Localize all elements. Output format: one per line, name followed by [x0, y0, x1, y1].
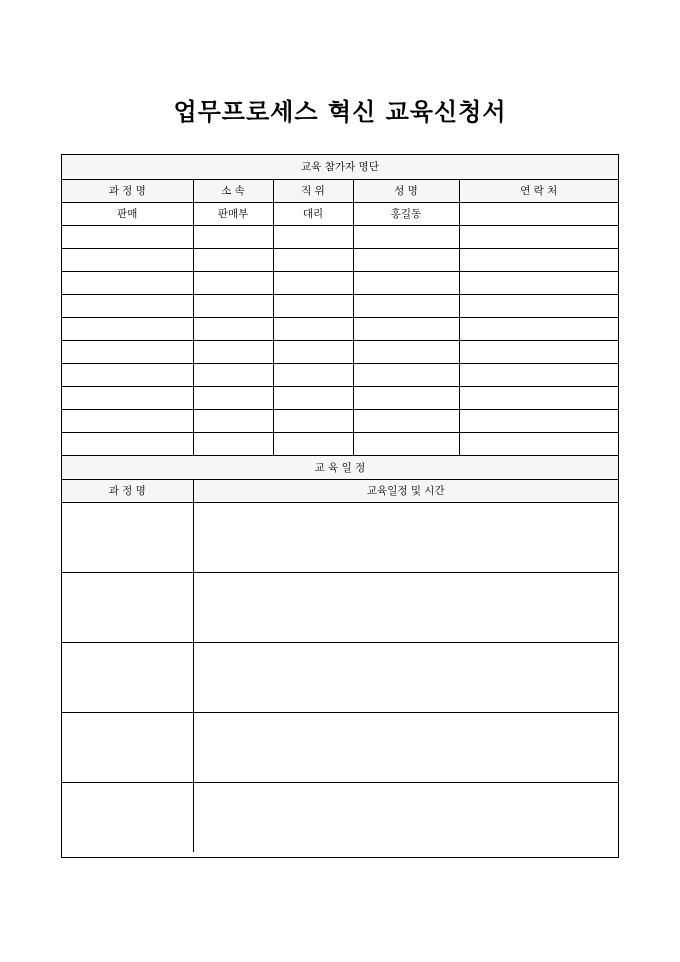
empty-cell[interactable]	[193, 225, 273, 248]
empty-cell[interactable]	[62, 248, 193, 271]
empty-cell[interactable]	[62, 225, 193, 248]
schedule-section-row	[62, 455, 618, 479]
participants-section-row	[62, 155, 618, 179]
empty-cell[interactable]	[193, 340, 273, 363]
schedule-datetime-cell[interactable]	[193, 642, 618, 712]
empty-cell[interactable]	[459, 363, 618, 386]
schedule-datetime-cell[interactable]	[193, 502, 618, 572]
empty-cell[interactable]	[193, 271, 273, 294]
empty-cell[interactable]	[459, 386, 618, 409]
empty-cell[interactable]	[62, 271, 193, 294]
empty-cell[interactable]	[193, 409, 273, 432]
empty-cell[interactable]	[193, 248, 273, 271]
header-name: 성 명	[353, 179, 459, 202]
schedule-header-row	[62, 479, 618, 502]
participant-row-empty	[62, 386, 618, 409]
empty-cell[interactable]	[193, 317, 273, 340]
empty-cell[interactable]	[459, 409, 618, 432]
empty-cell[interactable]	[62, 317, 193, 340]
empty-cell[interactable]	[353, 340, 459, 363]
schedule-datetime-cell[interactable]	[193, 712, 618, 782]
schedule-datetime-cell[interactable]	[193, 572, 618, 642]
empty-cell[interactable]	[353, 225, 459, 248]
empty-cell[interactable]	[459, 248, 618, 271]
schedule-header-datetime: 교육일정 및 시간	[193, 479, 618, 502]
participants-section-title: 교육 참가자 명단	[62, 155, 618, 179]
header-position: 직 위	[273, 179, 353, 202]
empty-cell[interactable]	[62, 363, 193, 386]
schedule-row	[62, 502, 618, 572]
empty-cell[interactable]	[459, 225, 618, 248]
empty-cell[interactable]	[353, 432, 459, 455]
empty-cell[interactable]	[459, 340, 618, 363]
form-table	[62, 155, 618, 852]
empty-cell[interactable]	[353, 317, 459, 340]
empty-cell[interactable]	[459, 317, 618, 340]
empty-cell[interactable]	[62, 432, 193, 455]
empty-cell[interactable]	[353, 363, 459, 386]
schedule-row	[62, 782, 618, 852]
empty-cell[interactable]	[193, 386, 273, 409]
schedule-row	[62, 572, 618, 642]
participant-contact-cell[interactable]	[459, 202, 618, 225]
document-title: 업무프로세스 혁신 교육신청서	[173, 98, 507, 126]
participant-row-empty	[62, 225, 618, 248]
empty-cell[interactable]	[62, 409, 193, 432]
empty-cell[interactable]	[273, 386, 353, 409]
empty-cell[interactable]	[273, 432, 353, 455]
schedule-header-course: 과 정 명	[62, 479, 193, 502]
empty-cell[interactable]	[273, 271, 353, 294]
empty-cell[interactable]	[193, 432, 273, 455]
participant-course-cell[interactable]: 판매	[62, 202, 193, 225]
empty-cell[interactable]	[62, 294, 193, 317]
header-contact: 연 락 처	[459, 179, 618, 202]
participant-row-empty	[62, 317, 618, 340]
schedule-course-cell[interactable]	[62, 782, 193, 852]
participant-name-cell[interactable]: 홍길동	[353, 202, 459, 225]
participants-header-row	[62, 179, 618, 202]
empty-cell[interactable]	[273, 363, 353, 386]
empty-cell[interactable]	[353, 409, 459, 432]
schedule-datetime-cell[interactable]	[193, 782, 618, 852]
empty-cell[interactable]	[459, 271, 618, 294]
participant-row-empty	[62, 294, 618, 317]
participant-row-empty	[62, 271, 618, 294]
participant-row-empty	[62, 248, 618, 271]
empty-cell[interactable]	[353, 386, 459, 409]
schedule-course-cell[interactable]	[62, 712, 193, 782]
participant-department-cell[interactable]: 판매부	[193, 202, 273, 225]
empty-cell[interactable]	[459, 432, 618, 455]
schedule-section-title: 교 육 일 정	[62, 455, 618, 479]
empty-cell[interactable]	[193, 294, 273, 317]
participant-row-empty	[62, 409, 618, 432]
empty-cell[interactable]	[62, 386, 193, 409]
schedule-row	[62, 642, 618, 712]
header-department: 소 속	[193, 179, 273, 202]
empty-cell[interactable]	[273, 409, 353, 432]
empty-cell[interactable]	[273, 340, 353, 363]
empty-cell[interactable]	[273, 317, 353, 340]
empty-cell[interactable]	[353, 294, 459, 317]
empty-cell[interactable]	[273, 248, 353, 271]
participant-row-empty	[62, 340, 618, 363]
participant-position-cell[interactable]: 대리	[273, 202, 353, 225]
empty-cell[interactable]	[193, 363, 273, 386]
schedule-course-cell[interactable]	[62, 572, 193, 642]
schedule-course-cell[interactable]	[62, 502, 193, 572]
empty-cell[interactable]	[273, 294, 353, 317]
schedule-row	[62, 712, 618, 782]
schedule-course-cell[interactable]	[62, 642, 193, 712]
empty-cell[interactable]	[62, 340, 193, 363]
participant-row-empty	[62, 363, 618, 386]
application-form	[61, 154, 619, 858]
empty-cell[interactable]	[459, 294, 618, 317]
participant-row-empty	[62, 432, 618, 455]
empty-cell[interactable]	[353, 248, 459, 271]
participant-row	[62, 202, 618, 225]
empty-cell[interactable]	[273, 225, 353, 248]
empty-cell[interactable]	[353, 271, 459, 294]
header-course-name: 과 정 명	[62, 179, 193, 202]
